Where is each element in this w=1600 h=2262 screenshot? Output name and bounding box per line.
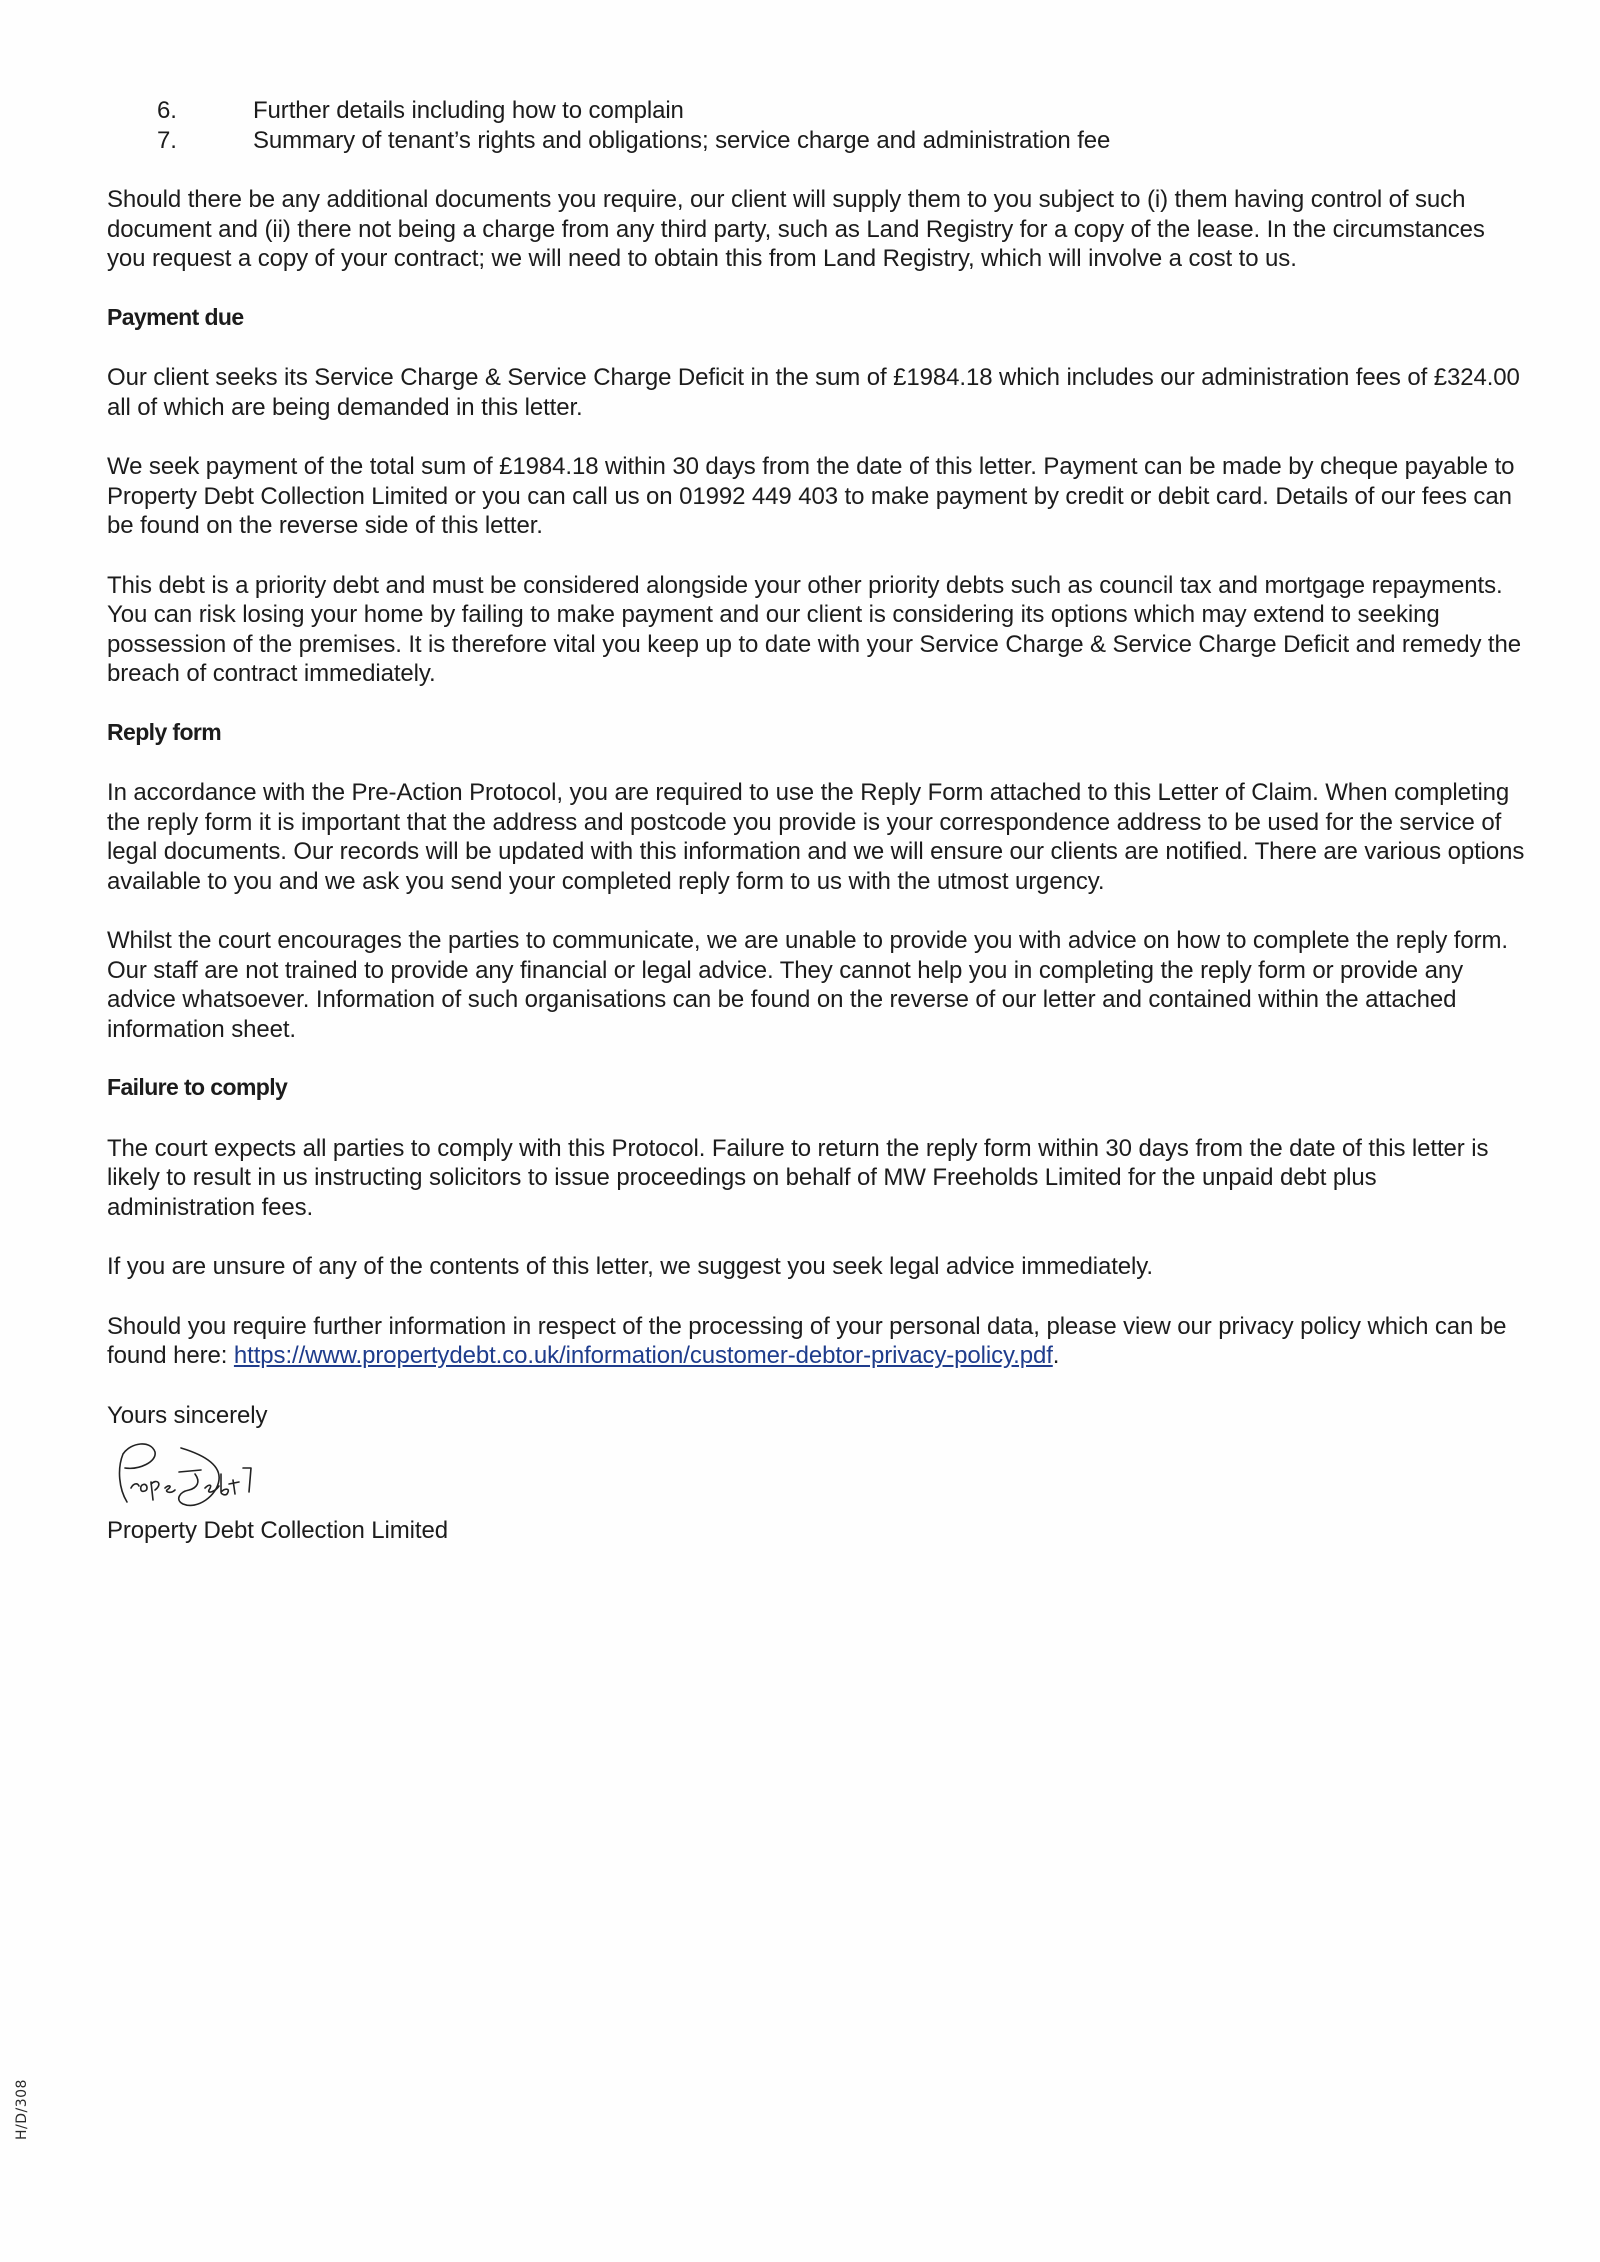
- signature-icon: [109, 1434, 309, 1516]
- paragraph-privacy: [107, 1312, 1527, 1371]
- list-item-number: 7.: [157, 126, 177, 154]
- paragraph-payment-method: We seek payment of the total sum of £1984.18 within 30 days from the date of this letter. Payment can be made by cheque payable to Property Debt Collection Limited or you can call us on 01992 449 403 to make payment by credit or debit card. Details of our fees can be found on the reverse side of this letter.: [107, 453, 1515, 539]
- privacy-text: Should you require further information in respect of the processing of your personal data, please view our privacy policy which can be found here:: [107, 1312, 1507, 1369]
- section-heading-payment-due: Payment due: [107, 303, 244, 330]
- salutation: Yours sincerely: [107, 1401, 268, 1429]
- additional-documents-paragraph: Should there be any additional documents you require, our client will supply them to you subject to (i) them having control of such document and (ii) there not being a charge from any third party, such as Land Registry for a copy of the lease. In the circumstances you request a copy of your contract; we will need to obtain this from Land Registry, which will involve a cost to us.: [107, 186, 1485, 272]
- privacy-text-end: .: [1052, 1342, 1060, 1369]
- paragraph-payment-sum: Our client seeks its Service Charge & Service Charge Deficit in the sum of £1984.18 which includes our administration fees of £324.00 all of which are being demanded in this letter.: [107, 364, 1520, 421]
- paragraph-legal-advice: If you are unsure of any of the contents of this letter, we suggest you seek legal advice immediately.: [107, 1253, 1153, 1280]
- privacy-policy-link[interactable]: https://www.propertydebt.co.uk/information/customer-debtor-privacy-policy.pdf: [233, 1342, 1053, 1369]
- document-list: [107, 96, 1527, 155]
- paragraph-court-expectations: The court expects all parties to comply with this Protocol. Failure to return the reply form within 30 days from the date of this letter is likely to result in us instructing solicitors to issue proceedings on behalf of MW Freeholds Limited for the unpaid debt plus administration fees.: [107, 1134, 1489, 1221]
- list-item: [107, 96, 1527, 126]
- paragraph-priority-debt: This debt is a priority debt and must be considered alongside your other priority debts such as council tax and mortgage repayments. You can risk losing your home by failing to make payment and our client is considering its options which may extend to seeking possession of the premises. It is therefore vital you keep up to date with your Service Charge & Service Charge Deficit and remedy the breach of contract immediately.: [107, 571, 1521, 687]
- company-name: Property Debt Collection Limited: [107, 1517, 448, 1544]
- list-item-text: Further details including how to complain: [253, 97, 684, 124]
- list-item-text: Summary of tenant’s rights and obligations; service charge and administration fee: [253, 126, 1111, 154]
- list-item: [107, 126, 1527, 156]
- list-item-number: 6.: [157, 97, 177, 124]
- section-heading-reply-form: Reply form: [107, 718, 222, 745]
- paragraph-no-advice: Whilst the court encourages the parties to communicate, we are unable to provide you with advice on how to complete the reply form. Our staff are not trained to provide any financial or legal advice. They cannot help you in completing the reply form or provide any advice whatsoever. Information of such organisations can be found on the reverse of our letter and contained within the attached information sheet.: [107, 927, 1508, 1043]
- paragraph-reply-form-protocol: In accordance with the Pre-Action Protocol, you are required to use the Reply Form attached to this Letter of Claim. When completing the reply form it is important that the address and postcode you provide is your correspondence address to be used for the service of legal documents. Our records will be updated with this information and we will ensure our clients are notified. There are various options available to you and we ask you send your completed reply form to us with the utmost urgency.: [107, 779, 1525, 895]
- reference-code: H/D/308: [14, 2079, 30, 2140]
- letter-body: [107, 96, 1527, 1546]
- section-heading-failure-to-comply: Failure to comply: [107, 1074, 288, 1100]
